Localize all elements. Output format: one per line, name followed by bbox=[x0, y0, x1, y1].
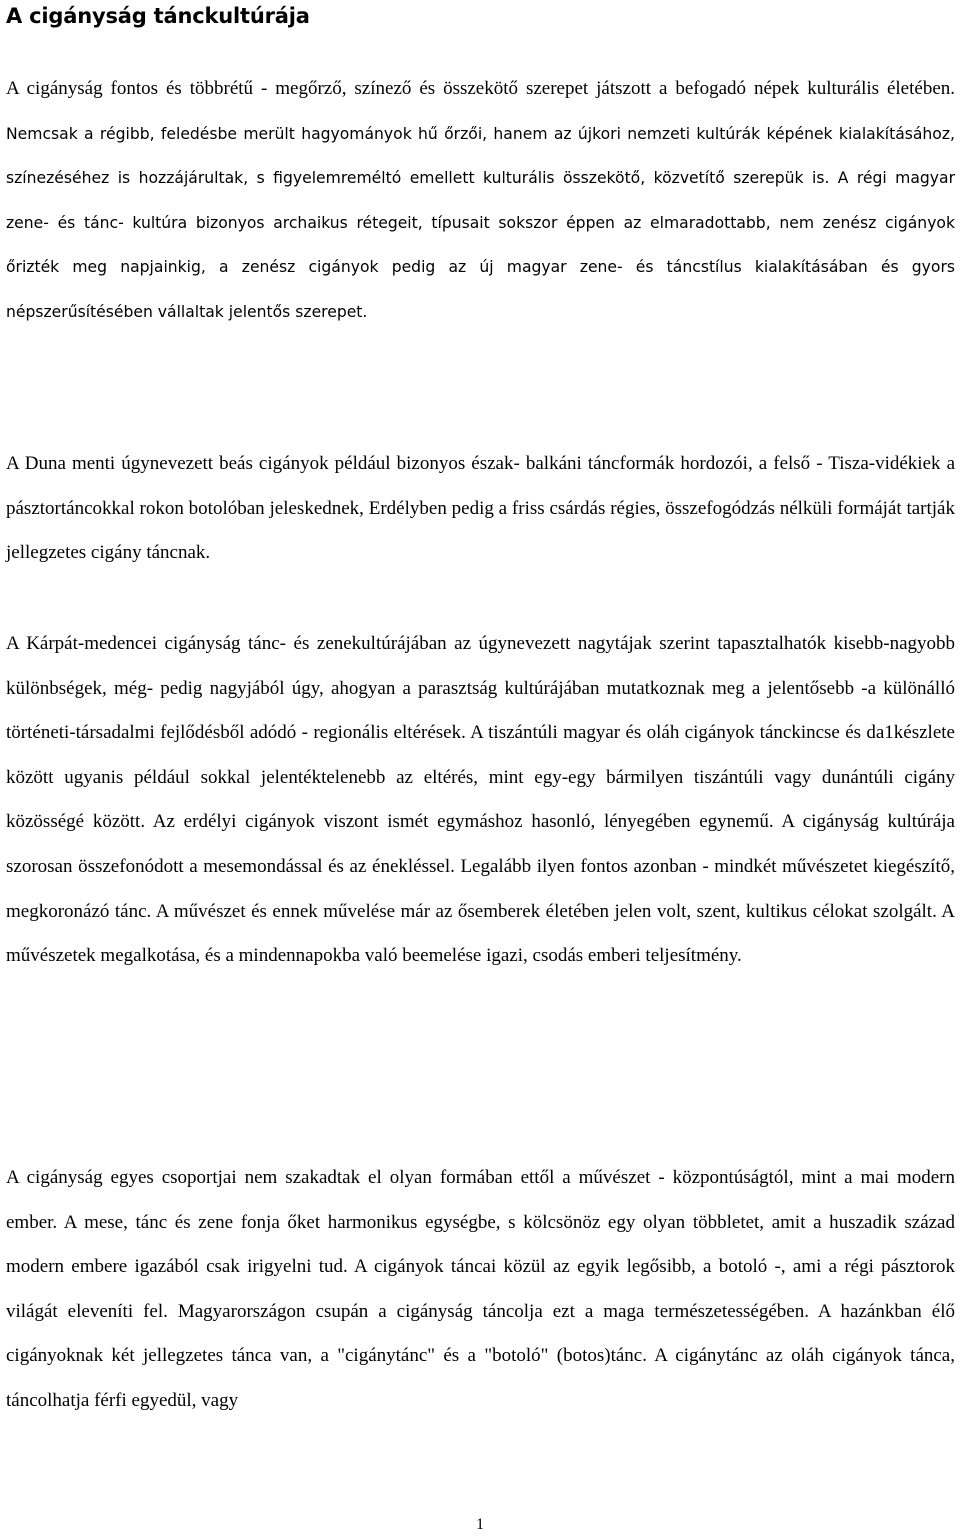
paragraph-1-sentence-2: Nemcsak a régibb, feledésbe merült hagyományok hű őrzői, hanem az újkori nemzeti kultúrák képének kialakításához, színezéséhez is hozzájárultak, s figyelemreméltó emellett kulturális összekötő, közvetítő szerepük is. bbox=[6, 124, 955, 188]
document-title: A cigányság tánckultúrája bbox=[6, 4, 310, 28]
paragraph-1-sentence-3: A régi magyar zene- és tánc- kultúra bizonyos archaikus rétegeit, típusait sokszor éppen az elmaradottabb, nem zenész cigányok őrizték meg napjainkig, a zenész cigányok pedig az új magyar zene- és táncstílus kialakításában és gyors népszerűsítésében vállaltak jelentős szerepet. bbox=[6, 169, 955, 321]
paragraph-3: A Kárpát-medencei cigányság tánc- és zenekultúrájában az úgynevezett nagytájak szerint tapasztalhatók kisebb-nagyobb különbségek, még- pedig nagyjából úgy, ahogyan a parasztság kultúrájában mutatkoznak meg a jelentősebb -a különálló történeti-társadalmi fejlődésből adódó - regionális eltérések. A tiszántúli magyar és oláh cigányok tánckincse és da1készlete között ugyanis például sokkal jelentéktelenebb az eltérés, mint egy-egy bármilyen tiszántúli vagy dunántúli cigány közösségé között. Az erdélyi cigányok viszont ismét egymáshoz hasonló, lényegében egynemű. A cigányság kultúrája szorosan összefonódott a mesemondással és az énekléssel. Legalább ilyen fontos azonban - mindkét művészetet kiegészítő, megkoronázó tánc. A művészet és ennek művelése már az ősemberek életében jelen volt, szent, kultikus célokat szolgált. A művészetek megalkotása, és a mindennapokba való beemelése igazi, csodás emberi teljesítmény. bbox=[6, 633, 955, 967]
page-number: 1 bbox=[476, 1516, 484, 1533]
paragraph-1 bbox=[6, 67, 955, 335]
paragraph-4: A cigányság egyes csoportjai nem szakadtak el olyan formában ettől a művészet - központúságtól, mint a mai modern ember. A mese, tánc és zene fonja őket harmonikus egységbe, s kölcsönöz egy olyan többletet, amit a huszadik század modern embere igazából csak irigyelni tud. A cigányok táncai közül az egyik legősibb, a botoló -, ami a régi pásztorok világát eleveníti fel. Magyarországon csupán a cigányság táncolja ezt a maga természetességében. A hazánkban élő cigányoknak két jellegzetes tánca van, a "cigánytánc" és a "botoló" (botos)tánc. A cigánytánc az oláh cigányok tánca, táncolhatja férfi egyedül, vagy bbox=[6, 1167, 955, 1411]
paragraph-2: A Duna menti úgynevezett beás cigányok például bizonyos észak- balkáni táncformák hordozói, a felső - Tisza-vidékiek a pásztortáncokkal rokon botolóban jeleskednek, Erdélyben pedig a friss csárdás régies, összefogódzás nélküli formáját tartják jellegzetes cigány táncnak. bbox=[6, 453, 955, 564]
paragraph-1-sentence-1: A cigányság fontos és többrétű - megőrző, színező és összekötő szerepet játszott a befogadó népek kulturális életében. bbox=[6, 78, 955, 99]
